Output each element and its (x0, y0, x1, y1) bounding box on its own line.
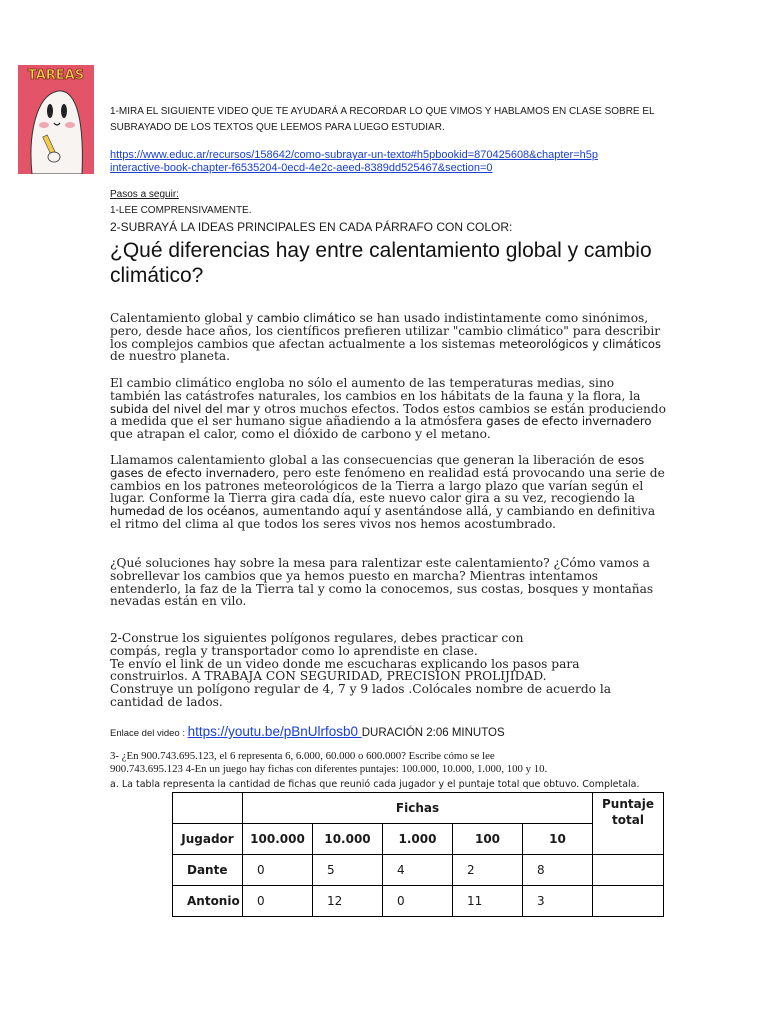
task2-line-4: construirlos. A TRABAJA CON SEGURIDAD, PRECISION PROLIJIDAD. (110, 669, 547, 684)
col-header-1000: 1.000 (383, 824, 453, 855)
tareas-logo (18, 65, 94, 174)
total-cell[interactable] (593, 855, 664, 886)
video-duration: DURACIÓN 2:06 MINUTOS (361, 727, 505, 739)
total-label: total (612, 812, 644, 827)
col-header-10: 10 (523, 824, 593, 855)
educar-link-line-1[interactable]: https://www.educ.ar/recursos/158642/como-subrayar-un-texto#h5pbookid=870425608&chapter=h5p (110, 149, 598, 161)
fichas-header: Fichas (243, 793, 593, 824)
score-table (172, 792, 664, 917)
task3-line-2: 900.743.695.123 4-En un juego hay fichas con diferentes puntajes: 100.000, 10.000, 1.000, 100 y 10. (110, 763, 548, 775)
table-row (173, 855, 664, 886)
paragraph-4: ¿Qué soluciones hay sobre la mesa para ralentizar este calentamiento? ¿Cómo vamos a sobrellevar los cambios que ya hemos puesto en marcha? Mientras intentamos entenderlo, la faz de la Tierra tal y como la conocemos, sus costas, bosques y montañas nevadas están en vilo. (110, 556, 654, 609)
player-name: Antonio (173, 886, 243, 917)
p2-keyword-1: subida del nivel del mar (110, 401, 250, 416)
p1-keyword-1: cambio climático (256, 311, 356, 325)
col-header-100: 100 (453, 824, 523, 855)
p3-text-a: Llamamos calentamiento global a las consecuencias que generan la liberación de (110, 453, 618, 467)
p1-keyword-2: meteorológicos y climáticos (499, 336, 662, 351)
cell: 12 (313, 886, 383, 917)
cell: 0 (383, 886, 453, 917)
p1-text-b: se han usado indistintamente como sinónimos, pero, desde hace años, los científicos prefieren utilizar "cambio climático" para describir los complejos cambios que afectan actualmente a los sistemas (110, 311, 661, 351)
video-line (110, 723, 505, 741)
col-header-10000: 10.000 (313, 824, 383, 855)
table-corner-cell (173, 793, 243, 824)
p2-text-a: El cambio climático engloba no sólo el aumento de las temperaturas medias, sino también las catástrofes naturales, los cambios en los hábitats de la fauna y la flora, la (110, 376, 641, 403)
task2-line-6: cantidad de lados. (110, 694, 223, 709)
step-2: 2-SUBRAYÁ LA IDEAS PRINCIPALES EN CADA PÁRRAFO CON COLOR: (110, 220, 513, 234)
p2-text-b: y otros muchos efectos. Todos estos cambios se están produciendo a medida que el ser humano sigue añadiendo a la atmósfera (110, 401, 666, 429)
steps-label: Pasos a seguir: (110, 189, 179, 200)
cell: 5 (313, 855, 383, 886)
task-2 (110, 632, 666, 709)
cell: 0 (243, 886, 313, 917)
task2-line-3: Te envío el link de un video donde me escucharas explicando los pasos para (110, 656, 580, 671)
intro-line-2: SUBRAYADO DE LOS TEXTOS QUE LEEMOS PARA LUEGO ESTUDIAR. (110, 122, 445, 133)
cell: 8 (523, 855, 593, 886)
total-cell[interactable] (593, 886, 664, 917)
task2-line-1: 2-Construe los siguientes polígonos regulares, debes practicar con (110, 631, 524, 645)
video-label: Enlace del video : (110, 728, 188, 739)
p2-text-c: que atrapan el calor, como el dióxido de carbono y el metano. (110, 427, 491, 442)
intro-line-1: 1-MIRA EL SIGUIENTE VIDEO QUE TE AYUDARÁ A RECORDAR LO QUE VIMOS Y HABLAMOS EN CLASE SOBRE EL (110, 106, 655, 117)
task-3 (110, 750, 710, 776)
step-1: 1-LEE COMPRENSIVAMENTE. (110, 205, 252, 216)
col-header-100000: 100.000 (243, 824, 313, 855)
youtube-link[interactable]: https://youtu.be/pBnUlrfosb0 (187, 724, 362, 739)
p3-text-c: , aumentando aquí y asentándose allá, y cambiando en definitiva el ritmo del clima al que todos los seres vivos nos hemos acostumbrado. (110, 504, 656, 531)
paragraph-1 (110, 312, 666, 363)
jugador-header: Jugador (173, 824, 243, 855)
player-name: Dante (173, 855, 243, 886)
educar-link-line-2[interactable]: interactive-book-chapter-f6535204-0ecd-4e2c-aeed-8389dd525467&section=0 (110, 162, 493, 174)
educar-link[interactable] (110, 149, 598, 175)
paragraph-2 (110, 377, 666, 441)
table-header-row-1 (173, 793, 664, 824)
p3-keyword-2: humedad de los océanos (110, 504, 256, 519)
cell: 11 (453, 886, 523, 917)
table-header-row-2 (173, 824, 664, 855)
task2-line-5: Construye un polígono regular de 4, 7 y 9 lados .Colócales nombre de acuerdo la (110, 682, 612, 697)
p3-keyword-1: esos gases de efecto invernadero (110, 453, 645, 480)
cell: 4 (383, 855, 453, 886)
p3-text-b: , pero este fenómeno en realidad está provocando una serie de cambios en los patrones meteorológicos de la Tierra a largo plazo que varían según el lugar. Conforme la Tierra gira cada día, este nuevo calor gira a su vez, recogiendo la (110, 465, 665, 506)
cell: 2 (453, 855, 523, 886)
logo-word: TAREAS (27, 68, 85, 83)
task3-line-3: a. La tabla representa la cantidad de fichas que reunió cada jugador y el puntaje total que obtuvo. Completala. (110, 779, 640, 790)
cell: 0 (243, 855, 313, 886)
p1-text-c: de nuestro planeta. (110, 349, 231, 364)
paragraph-3 (110, 454, 666, 531)
table-row (173, 886, 664, 917)
cell: 3 (523, 886, 593, 917)
task2-line-2: compás, regla y transportador como lo aprendiste en clase. (110, 643, 478, 658)
p2-keyword-2: gases de efecto invernadero (486, 414, 652, 429)
task3-line-1: 3- ¿En 900.743.695.123, el 6 representa 6, 6.000, 60.000 o 600.000? Escribe cómo se lee (110, 750, 495, 762)
puntaje-total-header (593, 793, 664, 855)
puntaje-label: Puntaje (602, 796, 654, 811)
tareas-logo-drawing (18, 65, 94, 174)
p1-text-a: Calentamiento global y (110, 311, 257, 325)
article-title: ¿Qué diferencias hay entre calentamiento global y cambio climático? (110, 239, 652, 287)
